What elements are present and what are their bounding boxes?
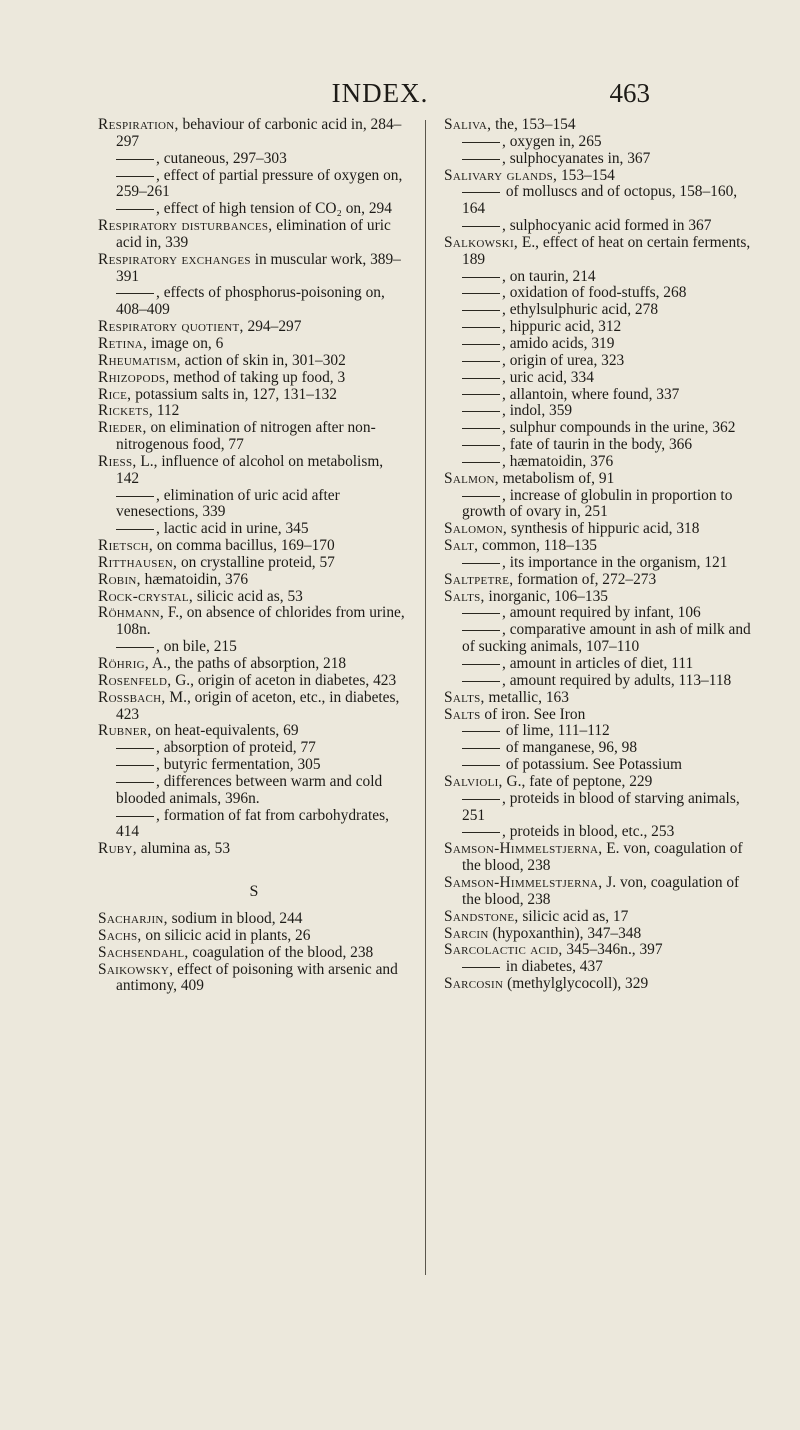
index-subentry: [444, 757, 756, 774]
repeat-dash: [462, 293, 500, 294]
index-entry: [444, 235, 756, 269]
headword: Röhrig,: [98, 655, 150, 672]
index-subentry: [98, 285, 410, 319]
headword: Salvioli,: [444, 772, 503, 790]
entry-text: 153–154: [557, 166, 615, 184]
index-entry: [98, 962, 410, 996]
entry-text: the, 153–154: [491, 116, 576, 133]
index-entry: [98, 370, 410, 387]
index-entry: [98, 841, 410, 858]
headword: Saltpetre,: [444, 570, 514, 588]
entry-text: image on, 6: [147, 334, 224, 352]
index-entry: [444, 690, 756, 707]
index-entry: [98, 353, 410, 370]
entry-text: (hypoxanthin), 347–348: [488, 924, 642, 942]
repeat-dash: [462, 496, 500, 497]
repeat-dash: [462, 226, 500, 227]
index-entry: [444, 774, 756, 791]
headword: Salt,: [444, 537, 479, 555]
entry-text: , sulphur compounds in the urine, 362: [502, 419, 736, 437]
entry-text: , uric acid, 334: [502, 368, 594, 386]
index-entry: [444, 117, 756, 134]
repeat-dash: [116, 209, 154, 210]
entry-text: , fate of taurin in the body, 366: [502, 436, 693, 454]
index-subentry: [444, 218, 756, 235]
index-entry: [98, 690, 410, 724]
index-subentry: [444, 420, 756, 437]
entry-text: G., fate of peptone, 229: [502, 772, 653, 790]
repeat-dash: [116, 529, 154, 530]
index-subentry: [444, 740, 756, 757]
repeat-dash: [462, 731, 500, 732]
entry-text: on crystalline proteid, 57: [177, 553, 335, 571]
index-entry: [444, 471, 756, 488]
repeat-dash: [462, 310, 500, 311]
headword: Respiration,: [98, 116, 179, 133]
repeat-dash: [462, 277, 500, 278]
index-subentry: [98, 808, 410, 842]
headword: Salkowski,: [444, 233, 519, 251]
right-entries: [444, 117, 756, 993]
entry-text: in muscular work, 389–391: [116, 250, 401, 285]
index-subentry: [98, 639, 410, 656]
entry-text: in diabetes, 437: [502, 958, 603, 976]
entry-text: (methylglycocoll), 329: [503, 975, 649, 993]
index-entry: [444, 875, 756, 909]
entry-text: E., effect of heat on certain ferments, 189: [462, 233, 751, 268]
headword: Saikowsky,: [98, 960, 174, 978]
index-subentry: [98, 740, 410, 757]
repeat-dash: [462, 428, 500, 429]
entry-text: , proteids in blood of starving animals, 251: [462, 789, 740, 824]
entry-text: 294–297: [243, 318, 302, 336]
repeat-dash: [462, 967, 500, 968]
index-subentry: [444, 302, 756, 319]
entry-text: , differences between warm and cold blooded animals, 396n.: [116, 772, 383, 807]
repeat-dash: [462, 344, 500, 345]
entry-text: , on bile, 215: [156, 638, 237, 656]
headword: Sachsendahl,: [98, 943, 189, 961]
index-subentry: [444, 656, 756, 673]
repeat-dash: [462, 378, 500, 379]
index-subentry: [444, 488, 756, 522]
entry-text: on comma bacillus, 169–170: [153, 537, 335, 555]
entry-text: alumina as, 53: [136, 840, 231, 858]
left-entries: [98, 117, 410, 858]
headword: Samson-Himmelstjerna,: [444, 840, 603, 858]
index-subentry: [444, 959, 756, 976]
index-subentry: [444, 403, 756, 420]
index-subentry: [98, 488, 410, 522]
index-entry: [98, 420, 410, 454]
headword: Ruby,: [98, 840, 137, 858]
entry-text: , butyric fermentation, 305: [156, 756, 321, 774]
index-subentry: [444, 723, 756, 740]
entry-text: G., origin of aceton in diabetes, 423: [171, 671, 397, 689]
entry-text: , effect of partial pressure of oxygen on, 259–261: [116, 166, 403, 201]
index-entry: [98, 911, 410, 928]
index-subentry: [444, 353, 756, 370]
repeat-dash: [462, 748, 500, 749]
entry-text: sodium in blood, 244: [167, 909, 303, 927]
headword: Saliva,: [444, 116, 492, 133]
entry-text: of lime, 111–112: [502, 722, 610, 740]
index-subentry: [444, 269, 756, 286]
entry-text: silicic acid as, 17: [518, 907, 629, 925]
entry-text: A., the paths of absorption, 218: [149, 655, 347, 672]
repeat-dash: [462, 142, 500, 143]
headword: Samson-Himmelstjerna,: [444, 873, 603, 891]
page-header: [110, 78, 650, 118]
repeat-dash: [462, 445, 500, 446]
entry-text: on elimination of nitrogen after non-nitrogenous food, 77: [116, 419, 376, 454]
entry-text: , ethylsulphuric acid, 278: [502, 301, 659, 319]
headword: Salts,: [444, 688, 485, 706]
entry-text: potassium salts in, 127, 131–132: [131, 385, 337, 403]
repeat-dash: [462, 462, 500, 463]
repeat-dash: [462, 681, 500, 682]
index-entry: [98, 387, 410, 404]
index-entry: [98, 117, 410, 151]
left-entries-s: [98, 911, 410, 995]
index-entry: [444, 976, 756, 993]
entry-text: 112: [153, 402, 180, 420]
entry-text: J. von, coagulation of the blood, 238: [462, 873, 740, 908]
repeat-dash: [462, 394, 500, 395]
entry-text: hæmatoidin, 376: [140, 570, 249, 588]
entry-text: , its importance in the organism, 121: [502, 553, 728, 571]
index-entry: [444, 909, 756, 926]
repeat-dash: [116, 748, 154, 749]
headword: Riess,: [98, 452, 137, 470]
headword: Salivary glands,: [444, 166, 558, 184]
entry-text: elimination of uric acid in, 339: [116, 217, 391, 251]
entry-text: behaviour of carbonic acid in, 284–297: [116, 116, 402, 150]
index-subentry: [444, 151, 756, 168]
entry-text: formation of, 272–273: [513, 570, 657, 588]
index-entry: [444, 841, 756, 875]
entry-text: , lactic acid in urine, 345: [156, 520, 309, 538]
repeat-dash: [462, 799, 500, 800]
page-title: INDEX.: [331, 78, 429, 108]
headword: Sarcin: [444, 924, 489, 942]
index-subentry: [444, 387, 756, 404]
index-entry: [444, 589, 756, 606]
index-subentry: [98, 757, 410, 774]
entry-text: , hæmatoidin, 376: [502, 452, 614, 470]
entry-text: of manganese, 96, 98: [502, 739, 638, 757]
entry-text: , amount in articles of diet, 111: [502, 655, 694, 672]
headword: Salomon,: [444, 520, 508, 538]
entry-text: inorganic, 106–135: [484, 587, 608, 605]
headword: Rheumatism,: [98, 351, 181, 369]
entry-text: silicic acid as, 53: [193, 587, 303, 605]
entry-text: , hippuric acid, 312: [502, 318, 622, 336]
entry-text: , cutaneous, 297–303: [156, 149, 287, 167]
page-number: 463: [609, 78, 650, 108]
index-entry: [98, 928, 410, 945]
headword: Ritthausen,: [98, 553, 178, 571]
entry-text: , proteids in blood, etc., 253: [502, 823, 675, 841]
index-subentry: [444, 336, 756, 353]
headword: Sacharjin,: [98, 909, 168, 927]
column-divider: [425, 120, 426, 1275]
index-subentry: [444, 824, 756, 841]
index-entry: [98, 605, 410, 639]
entry-text: of potassium. See Potassium: [502, 756, 682, 774]
entry-text: , oxygen in, 265: [502, 132, 602, 150]
index-entry: [444, 926, 756, 943]
repeat-dash: [462, 613, 500, 614]
index-subentry: [444, 370, 756, 387]
index-entry: [98, 336, 410, 353]
index-entry: [98, 723, 410, 740]
entry-text: , effect of high tension of CO₂ on, 294: [156, 200, 392, 218]
headword: Salts: [444, 705, 481, 723]
index-subentry: [444, 791, 756, 825]
headword: Salmon,: [444, 469, 499, 487]
index-subentry: [98, 201, 410, 218]
headword: Rice,: [98, 385, 132, 403]
index-subentry: [444, 673, 756, 690]
entry-text: action of skin in, 301–302: [180, 351, 346, 369]
headword: Salts,: [444, 587, 485, 605]
index-entry: [98, 403, 410, 420]
index-entry: [444, 521, 756, 538]
entry-text: , amount required by adults, 113–118: [502, 671, 732, 689]
entry-text: , oxidation of food-stuffs, 268: [502, 284, 687, 302]
left-column: [98, 117, 410, 995]
index-entry: [98, 589, 410, 606]
entry-text: on silicic acid in plants, 26: [141, 926, 311, 944]
index-entry: [98, 673, 410, 690]
entry-text: , on taurin, 214: [502, 267, 596, 285]
entry-text: , comparative amount in ash of milk and of sucking animals, 107–110: [462, 621, 751, 656]
entry-text: method of taking up food, 3: [169, 368, 346, 386]
headword: Robin,: [98, 570, 141, 588]
repeat-dash: [462, 192, 500, 193]
headword: Rubner,: [98, 722, 152, 740]
headword: Sandstone,: [444, 907, 519, 925]
index-subentry: [444, 134, 756, 151]
index-entry: [98, 656, 410, 673]
headword: Respiratory quotient,: [98, 318, 244, 336]
section-letter: S: [249, 883, 259, 901]
index-entry: [98, 555, 410, 572]
headword: Rieder,: [98, 419, 147, 437]
entry-text: common, 118–135: [478, 537, 597, 555]
index-subentry: [98, 151, 410, 168]
index-entry: [98, 945, 410, 962]
entry-text: , formation of fat from carbohydrates, 414: [116, 806, 389, 841]
entry-text: , indol, 359: [502, 402, 573, 420]
headword: Rossbach,: [98, 688, 166, 706]
entry-text: metallic, 163: [484, 688, 569, 706]
repeat-dash: [462, 664, 500, 665]
entry-text: , amount required by infant, 106: [502, 604, 701, 622]
entry-text: , origin of urea, 323: [502, 351, 625, 369]
entry-text: of iron. See Iron: [480, 705, 586, 723]
index-subentry: [98, 168, 410, 202]
repeat-dash: [116, 765, 154, 766]
entry-text: , allantoin, where found, 337: [502, 385, 680, 403]
entry-text: coagulation of the blood, 238: [188, 943, 374, 961]
repeat-dash: [462, 159, 500, 160]
index-subentry: [444, 184, 756, 218]
entry-text: synthesis of hippuric acid, 318: [507, 520, 700, 538]
repeat-dash: [462, 630, 500, 631]
repeat-dash: [462, 361, 500, 362]
entry-text: , effects of phosphorus-poisoning on, 408–409: [116, 284, 385, 319]
index-entry: [98, 538, 410, 555]
entry-text: , increase of globulin in proportion to growth of ovary in, 251: [462, 486, 733, 521]
index-subentry: [444, 437, 756, 454]
entry-text: on heat-equivalents, 69: [151, 722, 299, 740]
index-entry: [98, 252, 410, 286]
entry-text: , sulphocyanates in, 367: [502, 149, 651, 167]
repeat-dash: [116, 816, 154, 817]
index-entry: [98, 454, 410, 488]
repeat-dash: [116, 647, 154, 648]
headword: Rock-crystal,: [98, 587, 193, 605]
index-subentry: [444, 454, 756, 471]
index-subentry: [444, 555, 756, 572]
entry-text: of molluscs and of octopus, 158–160, 164: [462, 183, 738, 218]
entry-text: M., origin of aceton, etc., in diabetes, 423: [116, 688, 400, 723]
headword: Sarcolactic acid,: [444, 941, 563, 959]
headword: Rietsch,: [98, 537, 154, 555]
headword: Sachs,: [98, 926, 142, 944]
index-entry: [98, 572, 410, 589]
index-entry: [444, 572, 756, 589]
entry-text: metabolism of, 91: [498, 469, 615, 487]
headword: Respiratory disturbances,: [98, 217, 273, 235]
entry-text: 345–346n., 397: [562, 941, 663, 959]
repeat-dash: [462, 327, 500, 328]
repeat-dash: [462, 411, 500, 412]
index-subentry: [444, 319, 756, 336]
index-subentry: [444, 285, 756, 302]
index-entry: [98, 218, 410, 252]
repeat-dash: [116, 496, 154, 497]
repeat-dash: [116, 293, 154, 294]
repeat-dash: [116, 176, 154, 177]
index-subentry: [98, 774, 410, 808]
right-column: [444, 117, 756, 993]
index-entry: [98, 319, 410, 336]
headword: Respiratory exchanges: [98, 250, 251, 268]
headword: Rhizopods,: [98, 368, 170, 386]
repeat-dash: [462, 832, 500, 833]
headword: Rickets,: [98, 402, 154, 420]
entry-text: , absorption of proteid, 77: [156, 739, 316, 757]
index-entry: [444, 538, 756, 555]
index-subentry: [98, 521, 410, 538]
headword: Sarcosin: [444, 975, 504, 993]
entry-text: effect of poisoning with arsenic and antimony, 409: [116, 960, 398, 995]
headword: Rosenfeld,: [98, 671, 172, 689]
index-subentry: [444, 605, 756, 622]
entry-text: , elimination of uric acid after venesections, 339: [116, 486, 340, 521]
headword: Retina,: [98, 334, 148, 352]
index-subentry: [444, 622, 756, 656]
index-entry: [444, 168, 756, 185]
entry-text: , sulphocyanic acid formed in 367: [502, 217, 712, 235]
entry-text: E. von, coagulation of the blood, 238: [462, 840, 743, 875]
repeat-dash: [462, 563, 500, 564]
repeat-dash: [116, 782, 154, 783]
entry-text: F., on absence of chlorides from urine, 108n.: [116, 604, 405, 639]
index-entry: [444, 707, 756, 724]
repeat-dash: [116, 159, 154, 160]
entry-text: L., influence of alcohol on metabolism, 142: [116, 452, 384, 487]
index-entry: [444, 942, 756, 959]
repeat-dash: [462, 765, 500, 766]
entry-text: , amido acids, 319: [502, 334, 615, 352]
headword: Röhmann,: [98, 604, 165, 622]
